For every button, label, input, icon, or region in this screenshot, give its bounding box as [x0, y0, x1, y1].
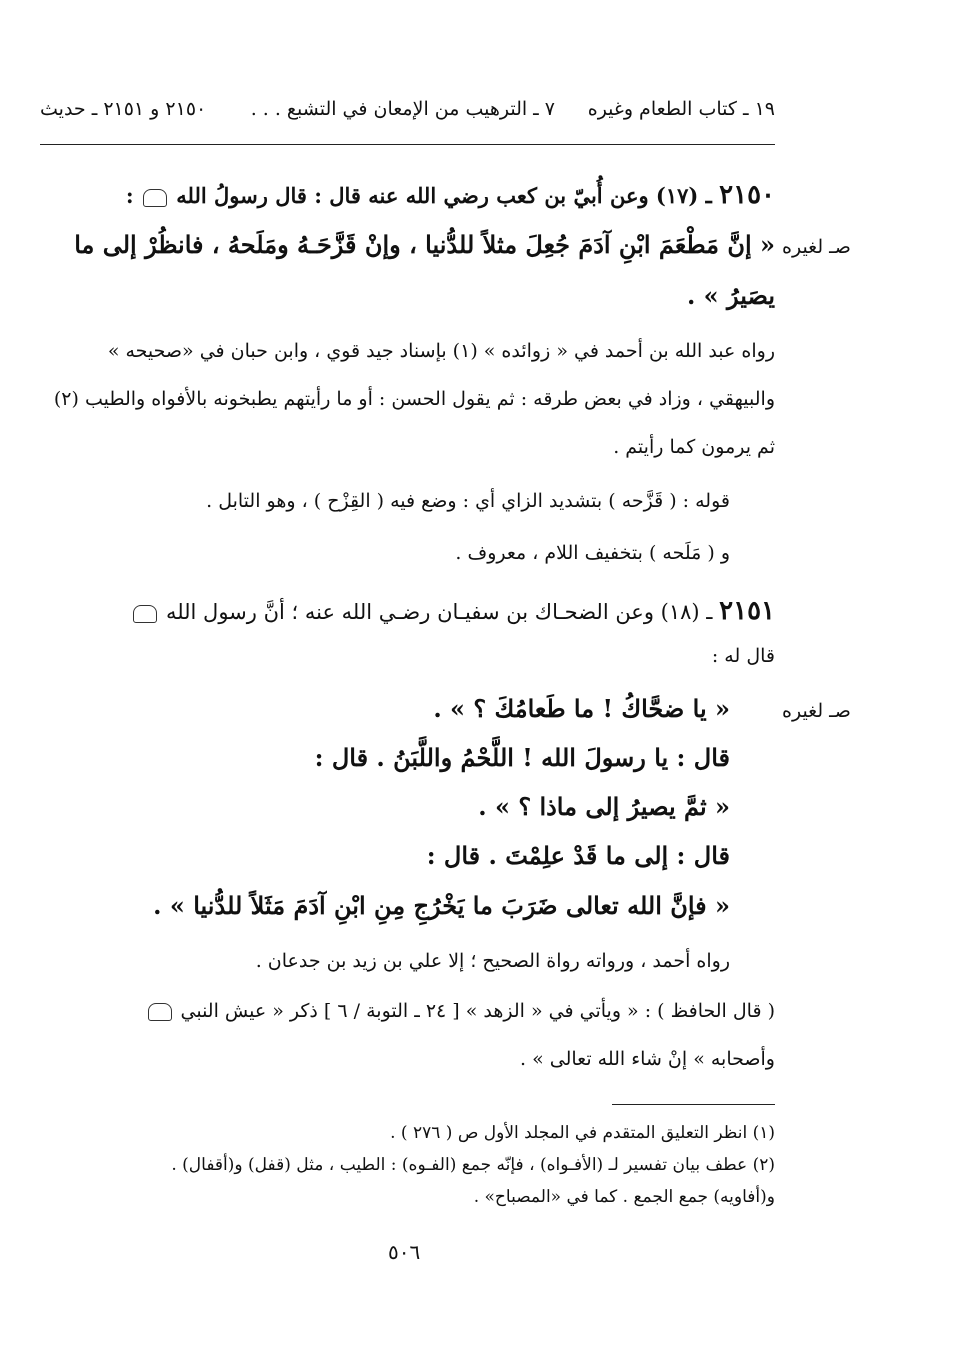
- hafiz-note-text: ( قال الحافظ ) : « ويأتي في « الزهد » [ ٢٤ ـ التوبة / ٦ ] ذكر « عيش النبي: [180, 1000, 775, 1022]
- hadith-intro: ـ (١٧) وعن أُبيّ بن كعب رضي الله عنه قال : قال رسولُ الله: [176, 183, 712, 208]
- hadith-intro: ـ (١٨) وعن الضحـاك بن سفيـان رضـي الله عنه ؛ أنَّ رسول الله: [165, 600, 713, 624]
- hadith-2150-intro-line: [126, 180, 775, 210]
- dialogue-line: « يا ضحَّاكُ ! ما طَعامُكَ ؟ » .: [433, 694, 730, 723]
- hadith-intro-end: :: [125, 183, 134, 208]
- hadith-number: ٢١٥١: [719, 596, 775, 626]
- salawat-ligature-icon: [133, 605, 157, 623]
- dialogue-line: « ثمَّ يصيرُ إلى ماذا ؟ » .: [478, 792, 730, 821]
- takhrij-line: رواه عبد الله بن أحمد في « زوائده » (١) بإسناد جيد قوي ، وابن حبان في «صحيحه »: [107, 340, 775, 362]
- hadith-matn-line: يصَيرُ » .: [686, 281, 775, 310]
- footnote: و(أفاويه) جمع الجمع . كما في «المصباح» .: [473, 1187, 775, 1207]
- takhrij-line: والبيهقي ، وزاد في بعض طرقه : ثم يقول الحسن : أو ما رأيتهم يطبخونه بالأفواه والطيب (٢): [53, 388, 775, 410]
- salawat-ligature-icon: [148, 1003, 172, 1021]
- hadith-matn-line: « إنَّ مَطْعَمَ ابْنِ آدَمَ جُعِلَ مثلاً للدُّنيا ، وإنْ قَزَّحَـهُ ومَلَحهُ ، فانظُرْ إلى ما: [74, 230, 775, 259]
- hadith-2151-intro-line: [131, 596, 775, 626]
- running-header-hadith-range: ٢١٥٠ و ٢١٥١ ـ حديث: [40, 98, 207, 120]
- hafiz-note-line: وأصحابه » إنْ شاء الله تعالى » .: [520, 1048, 775, 1070]
- salawat-ligature-icon: [143, 189, 167, 207]
- hafiz-note-line: [146, 1000, 775, 1022]
- footnote: (١) انظر التعليق المتقدم في المجلد الأول ص ( ٢٧٦ ) .: [390, 1123, 775, 1143]
- gloss-line: قوله : ( قَزَّحه ) بتشديد الزاي أي : وضع فيه ( القِزْح ) ، وهو التابل .: [206, 490, 730, 512]
- hadith-intro-continuation: قال له :: [711, 645, 775, 667]
- running-header-chapter: ١٩ ـ كتاب الطعام وغيره: [587, 98, 775, 120]
- footnote: (٢) عطف بيان تفسير لـ (الأفـواه) ، فإنّه جمع (الفـوه) : الطيب ، مثل (قفل) و(أقفال) .: [171, 1155, 775, 1175]
- running-header-section: ٧ ـ الترهيب من الإمعان في التشبع . . .: [250, 98, 555, 120]
- header-rule: [40, 144, 775, 145]
- page-number: ٥٠٦: [388, 1240, 421, 1264]
- dialogue-line: قال : إلى ما قَدْ علِمْتَ . قال :: [426, 841, 730, 870]
- footnote-rule: [612, 1104, 775, 1105]
- grade-note: صـ لغيره: [782, 700, 851, 722]
- dialogue-line: قال : يا رسولَ الله ! اللَّحْمُ واللَّبَنُ . قال :: [314, 743, 730, 772]
- dialogue-line: « فإنَّ الله تعالى ضَرَبَ ما يَخْرُجِ مِنِ ابْنِ آدَمَ مَثَلاً للدُّنيا » .: [153, 891, 730, 920]
- grade-note: صـ لغيره: [782, 236, 851, 258]
- hadith-number: ٢١٥٠: [719, 180, 775, 210]
- takhrij-line: ثم يرمون كما رأيتم .: [613, 436, 775, 458]
- takhrij-line: رواه أحمد ، ورواته رواة الصحيح ؛ إلا علي بن زيد بن جدعان .: [255, 950, 730, 972]
- gloss-line: و ( مَلَحه ) بتخفيف اللام ، معروف .: [455, 542, 730, 564]
